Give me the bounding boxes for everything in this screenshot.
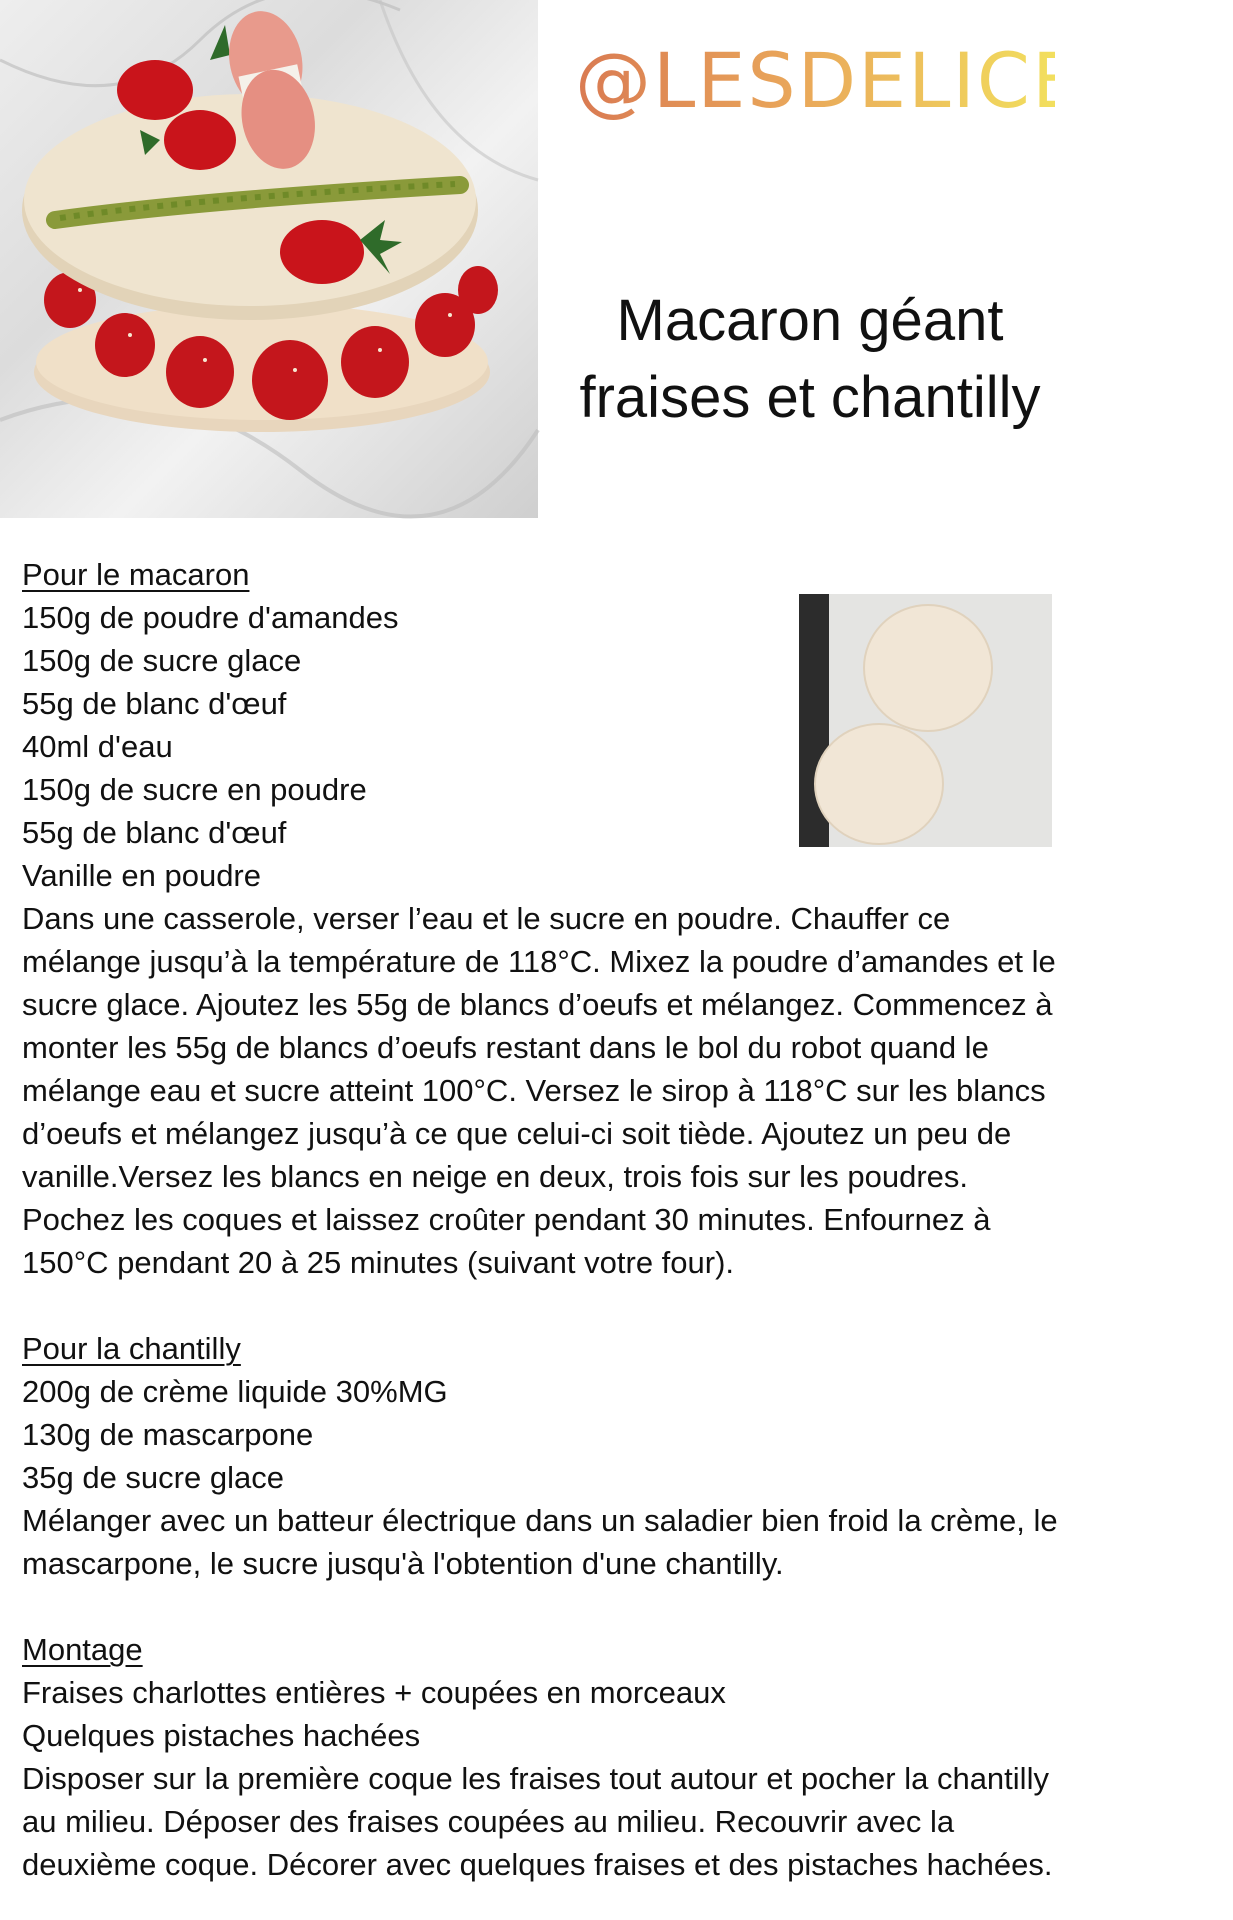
- ingredient-line: 150g de poudre d'amandes: [22, 600, 399, 635]
- brand-handle: @LESDELICES31: [575, 36, 1233, 125]
- recipe-title-line-2: fraises et chantilly: [579, 365, 1041, 430]
- ingredient-line: 35g de sucre glace: [22, 1460, 284, 1495]
- ingredient-line: 55g de blanc d'œuf: [22, 686, 287, 721]
- ingredient-line: 40ml d'eau: [22, 729, 173, 764]
- hero-cake-photo: [0, 0, 538, 518]
- section-heading: Pour la chantilly: [22, 1331, 241, 1366]
- ingredient-line: 55g de blanc d'œuf: [22, 815, 287, 850]
- method-text: Mélanger avec un batteur électrique dans un saladier bien froid la crème, le mascarpone, le sucre jusqu'à l'obtention d'une chantilly.: [22, 1503, 1058, 1581]
- method-text: Dans une casserole, verser l’eau et le sucre en poudre. Chauffer ce mélange jusqu’à la température de 118°C. Mixez la poudre d’amandes et le sucre glace. Ajoutez les 55g de blancs d’oeufs et mélangez. Commencez à monter les 55g de blancs d’oeufs restant dans le bol du robot quand le mélange eau et sucre atteint 100°C. Versez le sirop à 118°C sur les blancs d’oeufs et mélangez jusqu’à ce que celui-ci soit tiède. Ajoutez un peu de vanille.Versez les blancs en neige en deux, trois fois sur les poudres. Pochez les coques et laissez croûter pendant 30 minutes. Enfournez à 150°C pendant 20 à 25 minutes (suivant votre four).: [22, 901, 1056, 1280]
- ingredient-line: Vanille en poudre: [22, 858, 261, 893]
- recipe-title-line-1: Macaron géant: [616, 288, 1004, 353]
- ingredient-line: Quelques pistaches hachées: [22, 1718, 421, 1753]
- ingredient-line: 150g de sucre glace: [22, 643, 302, 678]
- ingredient-line: 200g de crème liquide 30%MG: [22, 1374, 448, 1409]
- section-macaron: [22, 553, 1072, 1284]
- ingredient-line: Fraises charlottes entières + coupées en morceaux: [22, 1675, 726, 1710]
- method-text: Disposer sur la première coque les fraises tout autour et pocher la chantilly au milieu. Déposer des fraises coupées au milieu. Recouvrir avec la deuxième coque. Décorer avec quelques fraises et des pistaches hachées.: [22, 1761, 1053, 1882]
- recipe-body: [22, 553, 1072, 1886]
- section-heading: Pour le macaron: [22, 557, 250, 592]
- ingredient-line: 150g de sucre en poudre: [22, 772, 367, 807]
- ingredient-line: 130g de mascarpone: [22, 1417, 314, 1452]
- recipe-title: [545, 282, 1075, 436]
- section-heading: Montage: [22, 1632, 143, 1667]
- section-chantilly: [22, 1327, 1072, 1585]
- section-montage: [22, 1628, 1072, 1886]
